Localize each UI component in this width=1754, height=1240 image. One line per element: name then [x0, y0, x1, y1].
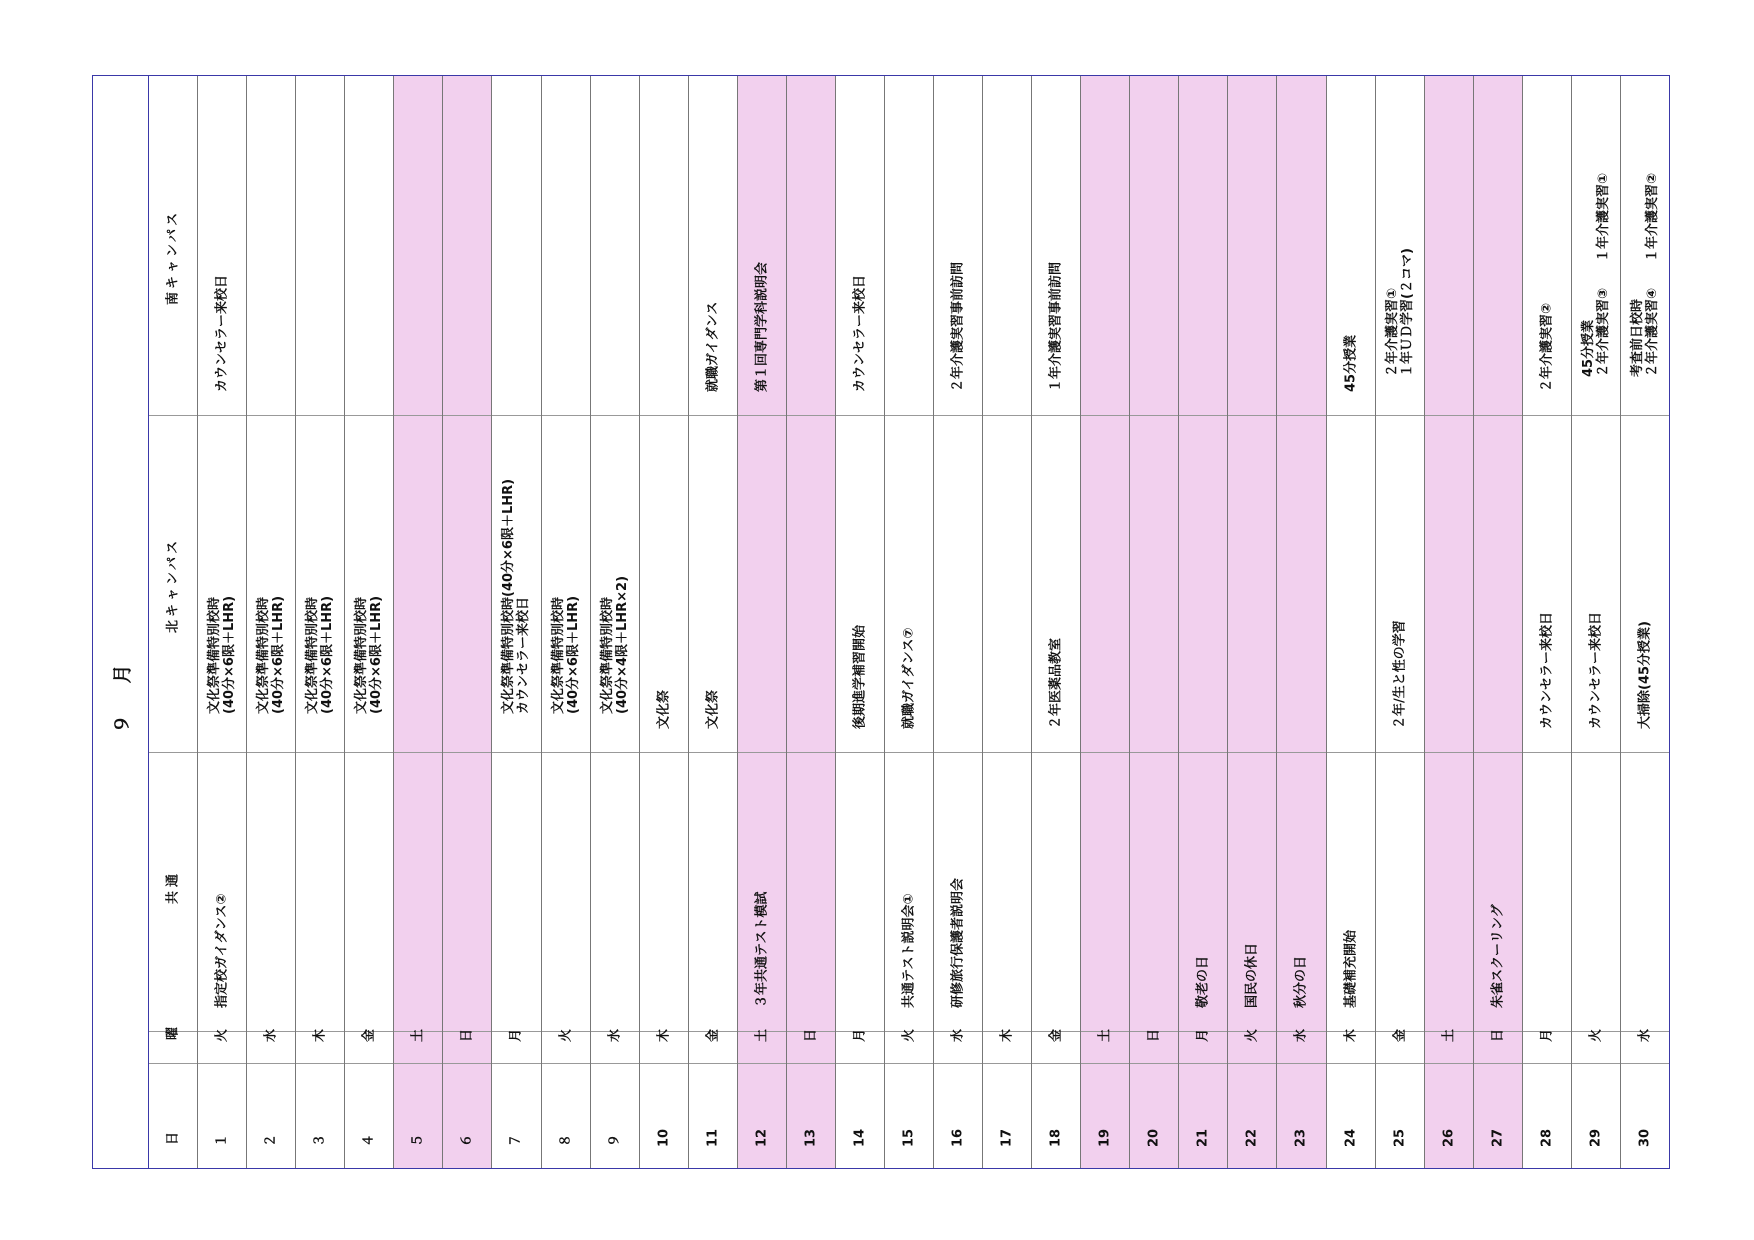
weekday-label: 月 — [1539, 1028, 1555, 1042]
date-label: 25 — [1392, 1128, 1408, 1147]
date-label-cell — [1572, 1063, 1620, 1168]
north-campus-event: 文化祭準備特別校時 (40分×6限＋LHR) — [305, 595, 336, 714]
date-label-cell — [1032, 1063, 1080, 1168]
weekday-label: 水 — [263, 1028, 279, 1042]
common-event-cell — [542, 752, 590, 1032]
south-campus-event-cell — [591, 76, 639, 416]
date-label: 29 — [1588, 1128, 1604, 1147]
date-label-cell — [198, 1063, 246, 1168]
south-campus-event-cell — [1621, 76, 1669, 416]
common-event-cell — [296, 752, 344, 1032]
south-campus-event-cell — [1277, 76, 1325, 416]
common-event-cell — [443, 752, 491, 1032]
day-row — [197, 76, 246, 1168]
south-campus-event: ２年介護実習① １年ＵＤ学習(２コマ) — [1384, 248, 1415, 377]
south-campus-event-cell — [1228, 76, 1276, 416]
date-label: 18 — [1048, 1128, 1064, 1147]
common-event-cell — [1032, 752, 1080, 1032]
date-label-cell — [983, 1063, 1031, 1168]
weekday-label: 土 — [410, 1028, 426, 1042]
date-label-cell — [1376, 1063, 1424, 1168]
south-campus-event-cell — [492, 76, 540, 416]
header-north: 北キャンパス — [165, 537, 181, 633]
weekday-label: 水 — [607, 1028, 623, 1042]
header-dow: 曜 — [165, 1026, 181, 1040]
day-row — [982, 76, 1031, 1168]
date-label-cell — [591, 1063, 639, 1168]
north-campus-event: ２年/生と性の学習 — [1392, 620, 1408, 729]
weekday-label: 水 — [1637, 1028, 1653, 1042]
north-campus-event: 文化祭準備特別校時(40分×6限＋LHR) カウンセラー来校日 — [501, 478, 532, 714]
north-campus-event-cell — [1032, 415, 1080, 753]
north-campus-event-cell — [443, 415, 491, 753]
south-campus-event-cell — [885, 76, 933, 416]
weekday-label-cell — [247, 1028, 295, 1064]
north-campus-event-cell — [640, 415, 688, 753]
date-label: 19 — [1097, 1128, 1113, 1147]
weekday-label-cell — [542, 1028, 590, 1064]
weekday-label-cell — [1277, 1028, 1325, 1064]
weekday-label-cell — [885, 1028, 933, 1064]
south-campus-event: 就職ガイダンス — [705, 301, 721, 392]
common-event-cell — [492, 752, 540, 1032]
north-campus-event: カウンセラー来校日 — [1539, 611, 1555, 729]
weekday-label: 金 — [1392, 1028, 1408, 1042]
weekday-label: 日 — [1490, 1028, 1506, 1042]
common-event-cell — [738, 752, 786, 1032]
south-campus-event-cell — [394, 76, 442, 416]
common-event-cell — [247, 752, 295, 1032]
south-campus-event-cell — [198, 76, 246, 416]
schedule-grid — [149, 76, 1669, 1168]
date-label: ８ — [558, 1133, 574, 1147]
date-label-cell — [1425, 1063, 1473, 1168]
weekday-label-cell — [1523, 1028, 1571, 1064]
common-event: 敬老の日 — [1195, 955, 1211, 1008]
common-event-cell — [1130, 752, 1178, 1032]
north-campus-event-cell — [885, 415, 933, 753]
south-campus-event-cell — [1130, 76, 1178, 416]
north-campus-event: 文化祭準備特別校時 (40分×6限＋LHR) — [256, 595, 287, 714]
south-campus-event-cell — [640, 76, 688, 416]
weekday-label: 土 — [1441, 1028, 1457, 1042]
common-event-cell — [983, 752, 1031, 1032]
north-campus-event: 文化祭準備特別校時 (40分×6限＋LHR) — [354, 595, 385, 714]
date-label-cell — [492, 1063, 540, 1168]
weekday-label-cell — [492, 1028, 540, 1064]
weekday-label-cell — [394, 1028, 442, 1064]
weekday-label: 火 — [558, 1028, 574, 1042]
south-campus-event: 第１回専門学科説明会 — [754, 261, 770, 392]
south-campus-event-cell — [738, 76, 786, 416]
north-campus-event-cell — [738, 415, 786, 753]
north-campus-event-cell — [787, 415, 835, 753]
weekday-label: 金 — [705, 1028, 721, 1042]
date-label: ７ — [508, 1133, 524, 1147]
weekday-label-cell — [1376, 1028, 1424, 1064]
day-row — [295, 76, 344, 1168]
north-campus-event-cell — [1179, 415, 1227, 753]
common-event-cell — [1572, 752, 1620, 1032]
weekday-label-cell — [787, 1028, 835, 1064]
common-event-cell — [1425, 752, 1473, 1032]
date-label-cell — [247, 1063, 295, 1168]
south-campus-event-cell — [934, 76, 982, 416]
north-campus-event-cell — [836, 415, 884, 753]
common-event-cell — [1081, 752, 1129, 1032]
south-campus-event-cell — [1376, 76, 1424, 416]
date-label: 11 — [705, 1128, 721, 1147]
header-day-cell — [149, 1063, 197, 1168]
south-campus-event: 考査前日校時 ２年介護実習④ １年介護実習② — [1629, 172, 1660, 377]
north-campus-event: 文化祭 — [705, 689, 721, 729]
south-campus-event-cell — [836, 76, 884, 416]
date-label: 16 — [950, 1128, 966, 1147]
north-campus-event-cell — [1425, 415, 1473, 753]
weekday-label-cell — [934, 1028, 982, 1064]
common-event: 秋分の日 — [1293, 955, 1309, 1008]
date-label: １ — [214, 1133, 230, 1147]
weekday-label-cell — [345, 1028, 393, 1064]
north-campus-event-cell — [394, 415, 442, 753]
common-event-cell — [394, 752, 442, 1032]
weekday-label-cell — [296, 1028, 344, 1064]
header-dow-cell — [149, 1026, 197, 1064]
common-event-cell — [198, 752, 246, 1032]
north-campus-event: カウンセラー来校日 — [1588, 611, 1604, 729]
date-label-cell — [1179, 1063, 1227, 1168]
weekday-label-cell — [1474, 1028, 1522, 1064]
date-label: ３ — [312, 1133, 328, 1147]
day-row — [1080, 76, 1129, 1168]
day-row — [933, 76, 982, 1168]
date-label: 27 — [1490, 1128, 1506, 1147]
weekday-label: 水 — [950, 1028, 966, 1042]
common-event: 研修旅行保護者説明会 — [950, 877, 966, 1008]
date-label-cell — [836, 1063, 884, 1168]
day-row — [541, 76, 590, 1168]
weekday-label: 金 — [361, 1028, 377, 1042]
north-campus-event: 文化祭 — [656, 689, 672, 729]
weekday-label: 日 — [1146, 1028, 1162, 1042]
north-campus-event-cell — [296, 415, 344, 753]
date-label: 23 — [1293, 1128, 1309, 1147]
common-event: 国民の休日 — [1244, 942, 1260, 1008]
north-campus-event-cell — [1376, 415, 1424, 753]
north-campus-event-cell — [1130, 415, 1178, 753]
day-row — [884, 76, 933, 1168]
south-campus-event-cell — [1327, 76, 1375, 416]
date-label-cell — [1277, 1063, 1325, 1168]
day-row — [393, 76, 442, 1168]
north-campus-event-cell — [492, 415, 540, 753]
south-campus-event-cell — [1032, 76, 1080, 416]
weekday-label: 金 — [1048, 1028, 1064, 1042]
north-campus-event-cell — [542, 415, 590, 753]
north-campus-event-cell — [591, 415, 639, 753]
day-row — [1227, 76, 1276, 1168]
south-campus-event-cell — [1425, 76, 1473, 416]
south-campus-event-cell — [247, 76, 295, 416]
south-campus-event: １年介護実習事前訪問 — [1048, 261, 1064, 392]
day-row — [688, 76, 737, 1168]
south-campus-event-cell — [1081, 76, 1129, 416]
date-label-cell — [1474, 1063, 1522, 1168]
weekday-label: 月 — [852, 1028, 868, 1042]
date-label: 30 — [1637, 1128, 1653, 1147]
day-row — [1375, 76, 1424, 1168]
weekday-label: 月 — [508, 1028, 524, 1042]
day-row — [835, 76, 884, 1168]
common-event-cell — [640, 752, 688, 1032]
common-event-cell — [1376, 752, 1424, 1032]
weekday-label: 火 — [214, 1028, 230, 1042]
day-row — [246, 76, 295, 1168]
south-campus-event-cell — [787, 76, 835, 416]
north-campus-event: 文化祭準備特別校時 (40分×6限＋LHR) — [550, 595, 581, 714]
date-label-cell — [1228, 1063, 1276, 1168]
south-campus-event-cell — [296, 76, 344, 416]
date-label: ２ — [263, 1133, 279, 1147]
south-campus-event-cell — [542, 76, 590, 416]
date-label-cell — [394, 1063, 442, 1168]
weekday-label: 木 — [656, 1028, 672, 1042]
weekday-label: 火 — [1244, 1028, 1260, 1042]
weekday-label: 水 — [1293, 1028, 1309, 1042]
common-event: 共通テスト説明会① — [901, 893, 917, 1008]
header-south: 南キャンパス — [165, 209, 181, 305]
weekday-label-cell — [983, 1028, 1031, 1064]
date-label: 22 — [1244, 1128, 1260, 1147]
common-event-cell — [934, 752, 982, 1032]
day-row — [737, 76, 786, 1168]
date-label-cell — [542, 1063, 590, 1168]
weekday-label: 木 — [1343, 1028, 1359, 1042]
common-event: 基礎補充開始 — [1343, 929, 1359, 1008]
title-band — [93, 76, 149, 1168]
common-event-cell — [1228, 752, 1276, 1032]
common-event-cell — [1474, 752, 1522, 1032]
south-campus-event-cell — [443, 76, 491, 416]
common-event-cell — [345, 752, 393, 1032]
weekday-label-cell — [738, 1028, 786, 1064]
south-campus-event-cell — [345, 76, 393, 416]
weekday-label-cell — [1228, 1028, 1276, 1064]
north-campus-event: 就職ガイダンス⑦ — [901, 627, 917, 729]
calendar-frame — [92, 75, 1670, 1169]
north-campus-event-cell — [1621, 415, 1669, 753]
south-campus-event: カウンセラー来校日 — [214, 274, 230, 392]
date-label-cell — [640, 1063, 688, 1168]
month-title: ９ 月 — [111, 658, 134, 734]
north-campus-event-cell — [247, 415, 295, 753]
weekday-label-cell — [443, 1028, 491, 1064]
day-row — [639, 76, 688, 1168]
weekday-label-cell — [1327, 1028, 1375, 1064]
day-row — [1424, 76, 1473, 1168]
weekday-label-cell — [689, 1028, 737, 1064]
common-event: ３年共通テスト模試 — [754, 891, 770, 1008]
north-campus-event: 文化祭準備特別校時 (40分×4限＋LHR×2) — [599, 575, 630, 714]
north-campus-event: 文化祭準備特別校時 (40分×6限＋LHR) — [207, 595, 238, 714]
day-row — [491, 76, 540, 1168]
weekday-label-cell — [836, 1028, 884, 1064]
day-row — [1129, 76, 1178, 1168]
date-label-cell — [1081, 1063, 1129, 1168]
date-label-cell — [934, 1063, 982, 1168]
common-event-cell — [836, 752, 884, 1032]
date-label: 24 — [1343, 1128, 1359, 1147]
weekday-label-cell — [198, 1028, 246, 1064]
date-label: 12 — [754, 1128, 770, 1147]
day-row — [1031, 76, 1080, 1168]
date-label: 14 — [852, 1128, 868, 1147]
north-campus-event-cell — [345, 415, 393, 753]
north-campus-event: 大掃除(45分授業) — [1637, 621, 1653, 729]
date-label: 13 — [803, 1128, 819, 1147]
common-event-cell — [787, 752, 835, 1032]
day-row — [1522, 76, 1571, 1168]
north-campus-event-cell — [934, 415, 982, 753]
weekday-label-cell — [1621, 1028, 1669, 1064]
north-campus-event-cell — [983, 415, 1031, 753]
weekday-label: 土 — [754, 1028, 770, 1042]
date-label-cell — [689, 1063, 737, 1168]
south-campus-event-cell — [1572, 76, 1620, 416]
common-event: 朱雀スクーリング — [1490, 904, 1506, 1008]
common-event-cell — [689, 752, 737, 1032]
common-event-cell — [1277, 752, 1325, 1032]
common-event: 指定校ガイダンス② — [214, 893, 230, 1008]
date-label-cell — [787, 1063, 835, 1168]
date-label-cell — [1523, 1063, 1571, 1168]
weekday-label-cell — [640, 1028, 688, 1064]
north-campus-event-cell — [1081, 415, 1129, 753]
south-campus-event: カウンセラー来校日 — [852, 274, 868, 392]
date-label: ９ — [607, 1133, 623, 1147]
day-row — [344, 76, 393, 1168]
north-campus-event-cell — [1327, 415, 1375, 753]
date-label-cell — [345, 1063, 393, 1168]
date-label: ６ — [459, 1133, 475, 1147]
south-campus-event-cell — [1474, 76, 1522, 416]
day-row — [786, 76, 835, 1168]
date-label-cell — [1621, 1063, 1669, 1168]
date-label: 28 — [1539, 1128, 1555, 1147]
date-label: 10 — [656, 1128, 672, 1147]
header-common: 共通 — [165, 869, 181, 904]
north-campus-event-cell — [1228, 415, 1276, 753]
day-row — [442, 76, 491, 1168]
header-column — [149, 76, 197, 1168]
south-campus-event: ２年介護実習事前訪問 — [950, 261, 966, 392]
north-campus-event-cell — [1277, 415, 1325, 753]
date-label-cell — [738, 1063, 786, 1168]
day-row — [1178, 76, 1227, 1168]
weekday-label: 木 — [312, 1028, 328, 1042]
weekday-label: 木 — [999, 1028, 1015, 1042]
south-campus-event-cell — [1179, 76, 1227, 416]
day-row — [590, 76, 639, 1168]
date-label: 17 — [999, 1128, 1015, 1147]
date-label-cell — [296, 1063, 344, 1168]
weekday-label-cell — [1572, 1028, 1620, 1064]
common-event-cell — [1621, 752, 1669, 1032]
north-campus-event: ２年医薬品教室 — [1048, 637, 1064, 729]
date-label: 15 — [901, 1128, 917, 1147]
weekday-label-cell — [1425, 1028, 1473, 1064]
day-row — [1326, 76, 1375, 1168]
header-common-cell — [149, 752, 197, 1032]
common-event-cell — [885, 752, 933, 1032]
common-event-cell — [1523, 752, 1571, 1032]
south-campus-event-cell — [983, 76, 1031, 416]
date-label: ４ — [361, 1133, 377, 1147]
common-event-cell — [591, 752, 639, 1032]
south-campus-event: ２年介護実習② — [1539, 302, 1555, 392]
weekday-label-cell — [1130, 1028, 1178, 1064]
date-label: ５ — [410, 1133, 426, 1147]
date-label-cell — [1130, 1063, 1178, 1168]
date-label: 20 — [1146, 1128, 1162, 1147]
header-day: 日 — [165, 1131, 181, 1145]
header-north-cell — [149, 415, 197, 753]
common-event-cell — [1327, 752, 1375, 1032]
date-label-cell — [443, 1063, 491, 1168]
header-south-cell — [149, 76, 197, 416]
date-label-cell — [1327, 1063, 1375, 1168]
weekday-label: 土 — [1097, 1028, 1113, 1042]
north-campus-event-cell — [1474, 415, 1522, 753]
north-campus-event-cell — [689, 415, 737, 753]
day-row — [1473, 76, 1522, 1168]
day-row — [1620, 76, 1669, 1168]
south-campus-event-cell — [1523, 76, 1571, 416]
weekday-label-cell — [1081, 1028, 1129, 1064]
weekday-label: 日 — [803, 1028, 819, 1042]
south-campus-event: 45分授業 — [1343, 334, 1359, 392]
north-campus-event-cell — [1523, 415, 1571, 753]
day-row — [1571, 76, 1620, 1168]
date-label-cell — [885, 1063, 933, 1168]
south-campus-event: 45分授業 ２年介護実習③ １年介護実習① — [1580, 172, 1611, 377]
north-campus-event-cell — [1572, 415, 1620, 753]
north-campus-event: 後期進学補習開始 — [852, 624, 868, 729]
weekday-label-cell — [1032, 1028, 1080, 1064]
weekday-label: 日 — [459, 1028, 475, 1042]
north-campus-event-cell — [198, 415, 246, 753]
weekday-label: 火 — [901, 1028, 917, 1042]
south-campus-event-cell — [689, 76, 737, 416]
date-label: 26 — [1441, 1128, 1457, 1147]
weekday-label: 火 — [1588, 1028, 1604, 1042]
weekday-label-cell — [1179, 1028, 1227, 1064]
day-row — [1276, 76, 1325, 1168]
weekday-label-cell — [591, 1028, 639, 1064]
weekday-label: 月 — [1195, 1028, 1211, 1042]
date-label: 21 — [1195, 1128, 1211, 1147]
common-event-cell — [1179, 752, 1227, 1032]
